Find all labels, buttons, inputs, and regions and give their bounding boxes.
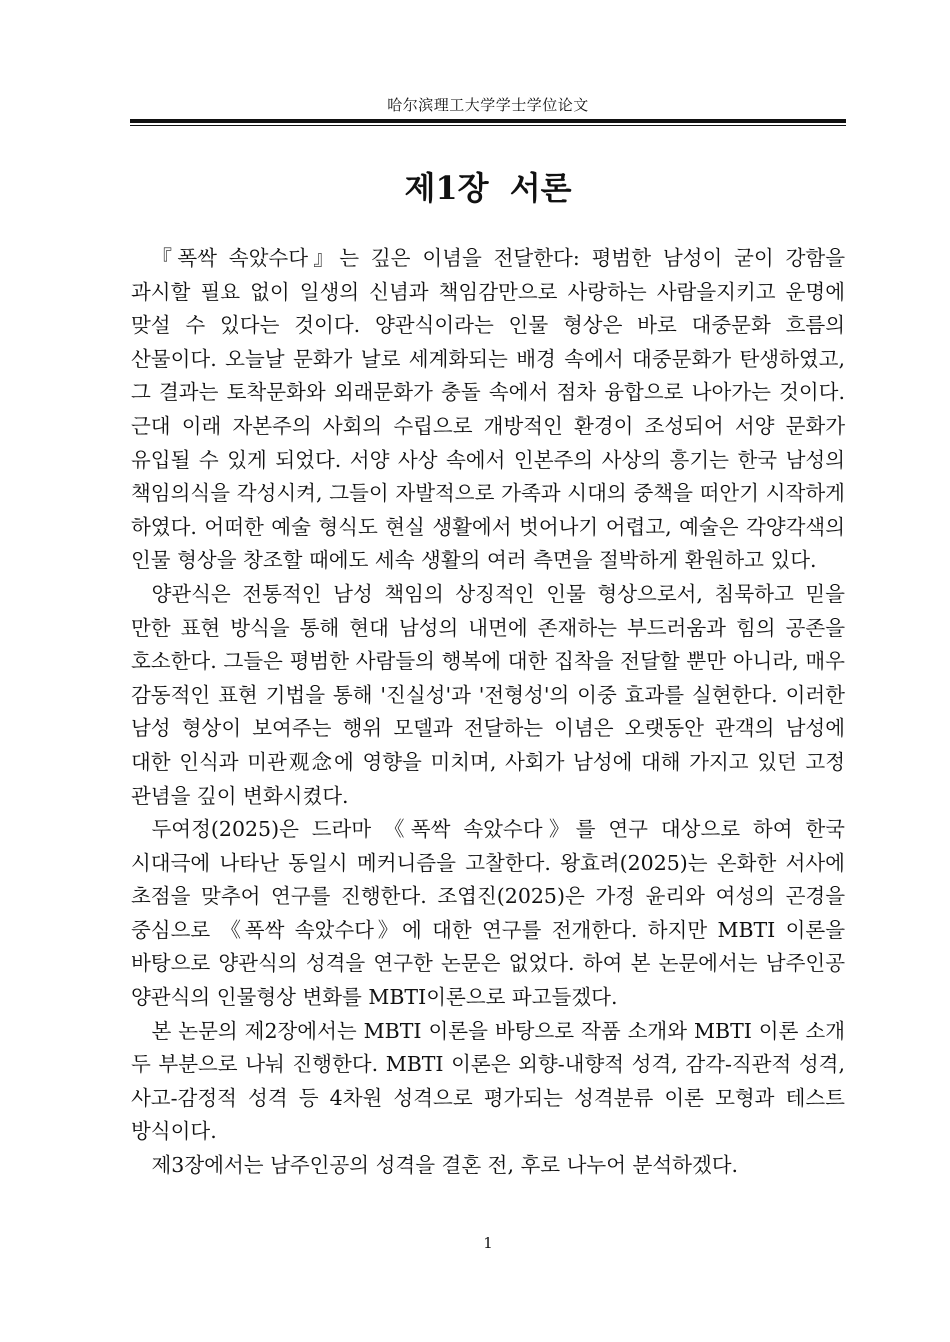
chapter-title: 제1장 서론 bbox=[404, 169, 572, 207]
running-header: 哈尔滨理工大学学士学位论文 bbox=[387, 96, 589, 114]
paragraph-1: 『폭싹 속았수다』는 깊은 이념을 전달한다: 평범한 남성이 굳이 강함을 과시할 필요 없이 일생의 신념과 책임감만으로 사랑하는 사람을지키고 운명에 맞설 수 있다는 것이다. 양관식이라는 인물 형상은 바로 대중문화 흐름의 산물이다. 오늘날 문화가 날로 세계화되는 배경 속에서 대중문화가 탄생하였고, 그 결과는 토착문화와 외래문화가 충돌 속에서 점차 융합으로 나아가는 것이다. 근대 이래 자본주의 사회의 수립으로 개방적인 환경이 조성되어 서양 문화가 유입될 수 있게 되었다. 서양 사상 속에서 인본주의 사상의 흥기는 한국 남성의 책임의식을 각성시켜, 그들이 자발적으로 가족과 시대의 중책을 떠안기 시작하게 하였다. 어떠한 예술 형식도 현실 생활에서 벗어나기 어렵고, 예술은 각양각색의 인물 형상을 창조할 때에도 세속 생활의 여러 측면을 절박하게 환원하고 있다. bbox=[131, 246, 845, 573]
header-rule-thick bbox=[130, 119, 846, 123]
paragraph-3: 두여정(2025)은 드라마 《폭싹 속았수다》를 연구 대상으로 하여 한국 시대극에 나타난 동일시 메커니즘을 고찰한다. 왕효려(2025)는 온화한 서사에 초점을 맞추어 연구를 진행한다. 조엽진(2025)은 가정 윤리와 여성의 곤경을 중심으로 《폭싹 속았수다》에 대한 연구를 전개한다. 하지만 MBTI 이론을 바탕으로 양관식의 성격을 연구한 논문은 없었다. 하여 본 논문에서는 남주인공 양관식의 인물형상 변화를 MBTI이론으로 파고들겠다. bbox=[131, 817, 845, 1010]
header-rule-thin bbox=[130, 125, 846, 126]
paragraph-5: 제3장에서는 남주인공의 성격을 결혼 전, 후로 나누어 분석하겠다. bbox=[151, 1153, 739, 1178]
paragraph-2: 양관식은 전통적인 남성 책임의 상징적인 인물 형상으로서, 침묵하고 믿을 만한 표현 방식을 통해 현대 남성의 내면에 존재하는 부드러움과 힘의 공존을 호소한다. 그들은 평범한 사람들의 행복에 대한 집착을 전달할 뿐만 아니라, 매우 감동적인 표현 기법을 통해 '진실성'과 '전형성'의 이중 효과를 실현한다. 이러한 남성 형상이 보여주는 행위 모델과 전달하는 이념은 오랫동안 관객의 남성에 대한 인식과 미관观念에 영향을 미치며, 사회가 남성에 대해 가지고 있던 고정 관념을 깊이 변화시켰다. bbox=[131, 581, 845, 808]
page-number: 1 bbox=[483, 1234, 493, 1252]
body-text bbox=[131, 242, 845, 1183]
paragraph-4: 본 논문의 제2장에서는 MBTI 이론을 바탕으로 작품 소개와 MBTI 이론 소개 두 부분으로 나눠 진행한다. MBTI 이론은 외향-내향적 성격, 감각-직관적 성격, 사고-감정적 성격 등 4차원 성격으로 평가되는 성격분류 이론 모형과 테스트 방식이다. bbox=[131, 1018, 845, 1144]
